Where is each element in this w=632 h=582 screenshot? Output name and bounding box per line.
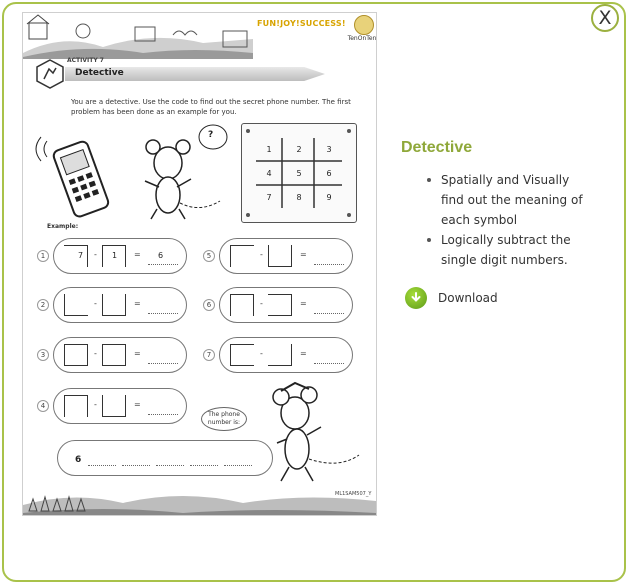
answer-line	[148, 414, 178, 415]
answer-line	[148, 363, 178, 364]
logo-text: TenOnTen	[347, 35, 377, 42]
symbol-box	[268, 294, 292, 316]
equals-sign: =	[134, 349, 141, 358]
problem-row-7	[219, 337, 353, 373]
equals-sign: =	[300, 250, 307, 259]
worksheet-preview	[22, 12, 377, 516]
symbol-box	[64, 344, 88, 366]
symbol-box	[268, 245, 292, 267]
learning-points-list	[425, 170, 590, 270]
minus-sign: -	[94, 299, 97, 308]
symbol-box	[230, 344, 254, 366]
symbol-box	[102, 294, 126, 316]
answer-line	[314, 313, 344, 314]
code-cell: 7	[266, 192, 272, 202]
equals-sign: =	[134, 250, 141, 259]
code-cell: 1	[266, 144, 272, 154]
footer-art	[23, 485, 376, 516]
digit-line	[156, 465, 184, 466]
example-answer: 6	[158, 251, 164, 260]
symbol-box	[64, 294, 88, 316]
minus-sign: -	[94, 400, 97, 409]
code-cell: 2	[296, 144, 302, 154]
example-label: Example:	[47, 223, 79, 230]
example-left-value: 7	[78, 251, 84, 260]
speech-bubble: The phone number is:	[201, 407, 247, 431]
problem-number: 7	[203, 349, 215, 361]
code-cell: 4	[266, 168, 272, 178]
symbol-box	[64, 395, 88, 417]
digit-line	[122, 465, 150, 466]
problem-number: 1	[37, 250, 49, 262]
download-label: Download	[438, 291, 498, 305]
equals-sign: =	[134, 299, 141, 308]
learning-point: Logically subtract the single digit numbers.	[425, 230, 590, 270]
example-right-value: 1	[112, 251, 118, 260]
problem-number: 4	[37, 400, 49, 412]
phone-mouse-illustration	[33, 123, 233, 223]
equals-sign: =	[300, 299, 307, 308]
code-cell: 6	[326, 168, 332, 178]
minus-sign: -	[94, 349, 97, 358]
code-cell: 8	[296, 192, 302, 202]
detective-mouse-illustration	[251, 379, 371, 491]
close-icon: X	[598, 7, 612, 29]
problem-number: 2	[37, 299, 49, 311]
phone-number-answer-box	[57, 440, 273, 476]
problem-row-1	[53, 238, 187, 274]
download-arrow-icon	[405, 287, 427, 309]
brand-slogan: FUN!JOY!SUCCESS!	[257, 19, 346, 28]
activity-number: ACTIVITY 7	[67, 57, 104, 64]
problem-row-3	[53, 337, 187, 373]
symbol-box	[102, 344, 126, 366]
minus-sign: -	[260, 250, 263, 259]
tenonten-logo	[354, 15, 374, 35]
digit-line	[190, 465, 218, 466]
problem-row-2	[53, 287, 187, 323]
code-cell: 3	[326, 144, 332, 154]
activity-hexagon-icon	[35, 59, 65, 89]
digit-line	[224, 465, 252, 466]
symbol-box	[102, 395, 126, 417]
activity-title: Detective	[401, 139, 473, 156]
problem-row-4	[53, 388, 187, 424]
answer-line	[314, 363, 344, 364]
equals-sign: =	[300, 349, 307, 358]
symbol-box	[268, 344, 292, 366]
thought-bubble-question: ?	[208, 130, 214, 140]
problem-row-6	[219, 287, 353, 323]
instructions-text: You are a detective. Use the code to find out the secret phone number. The first problem has been done as an example for you.	[71, 98, 351, 116]
close-button[interactable]	[591, 4, 619, 32]
symbol-box	[230, 294, 254, 316]
answer-line	[314, 264, 344, 265]
download-button[interactable]	[405, 287, 498, 309]
minus-sign: -	[94, 250, 97, 259]
code-cell: 5	[296, 168, 302, 178]
symbol-code-grid	[241, 123, 357, 223]
symbol-box	[230, 245, 254, 267]
learning-point: Spatially and Visually find out the meaning of each symbol	[425, 170, 590, 230]
answer-line	[148, 264, 178, 265]
symbol-box	[64, 245, 88, 267]
code-cell: 9	[326, 192, 332, 202]
digit-line	[88, 465, 116, 466]
equals-sign: =	[134, 400, 141, 409]
minus-sign: -	[260, 299, 263, 308]
activity-title: Detective	[75, 68, 124, 78]
problem-number: 3	[37, 349, 49, 361]
phone-first-digit: 6	[75, 455, 82, 465]
problem-number: 5	[203, 250, 215, 262]
minus-sign: -	[260, 349, 263, 358]
footer-code: ML1SAM507_Y	[335, 491, 372, 497]
answer-line	[148, 313, 178, 314]
problem-number: 6	[203, 299, 215, 311]
problem-row-5	[219, 238, 353, 274]
